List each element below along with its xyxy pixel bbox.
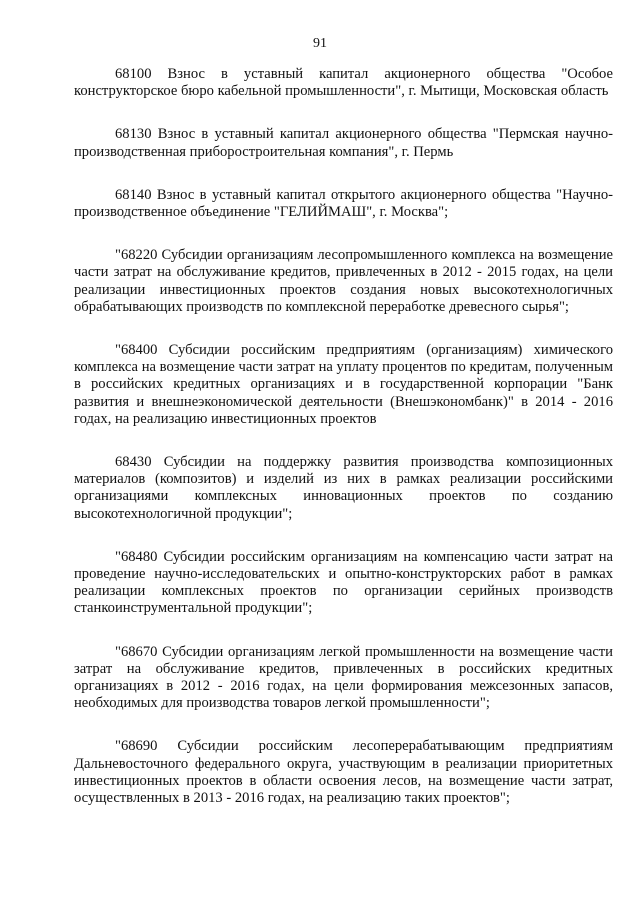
paragraph-68690: "68690 Субсидии российским лесоперерабатывающим предприятиям Дальневосточного федерального округа, участвующим в реализации приоритетных инвестиционных проектов в области освоения лесов, на возмещение части затрат, осуществленных в 2013 - 2016 годах, на реализацию таких проектов"; [74, 738, 613, 807]
paragraph-68140: 68140 Взнос в уставный капитал открытого акционерного общества "Научно-производственное объединение "ГЕЛИЙМАШ", г. Москва"; [74, 186, 613, 221]
paragraph-68400: "68400 Субсидии российским предприятиям (организациям) химического комплекса на возмещение части затрат на уплату процентов по кредитам, полученным в российских кредитных организациях и в государственной корпорации "Банк развития и внешнеэкономической деятельности (Внешэкономбанк)" в 2014 - 2016 годах, на реализацию инвестиционных проектов [74, 342, 613, 427]
page-number: 91 [313, 36, 327, 51]
document-body [74, 66, 613, 833]
paragraph-68130: 68130 Взнос в уставный капитал акционерного общества "Пермская научно-производственная приборостроительная компания", г. Пермь [74, 126, 613, 160]
paragraph-68430: 68430 Субсидии на поддержку развития производства композиционных материалов (композитов) и изделий из них в рамках реализации российскими организациями комплексных инновационных проектов по созданию высокотехнологичной продукции"; [74, 454, 613, 522]
paragraph-68480: "68480 Субсидии российским организациям на компенсацию части затрат на проведение научно-исследовательских и опытно-конструкторских работ в рамках реализации комплексных проектов по организации серийных производств станкоинструментальной продукции"; [74, 548, 613, 617]
paragraph-68100: 68100 Взнос в уставный капитал акционерного общества "Особое конструкторское бюро кабельной промышленности", г. Мытищи, Московская область [74, 66, 613, 100]
paragraph-68220: "68220 Субсидии организациям лесопромышленного комплекса на возмещение части затрат на обслуживание кредитов, привлеченных в 2012 - 2015 годах, на цели реализации инвестиционных проектов создания новых высокотехнологичных обрабатывающих производств по комплексной переработке древесного сырья"; [74, 247, 613, 315]
paragraph-68670: "68670 Субсидии организациям легкой промышленности на возмещение части затрат на обслуживание кредитов, привлеченных в российских кредитных организациях в 2012 - 2016 годах, на цели формирования межсезонных запасов, необходимых для производства товаров легкой промышленности"; [74, 643, 613, 712]
